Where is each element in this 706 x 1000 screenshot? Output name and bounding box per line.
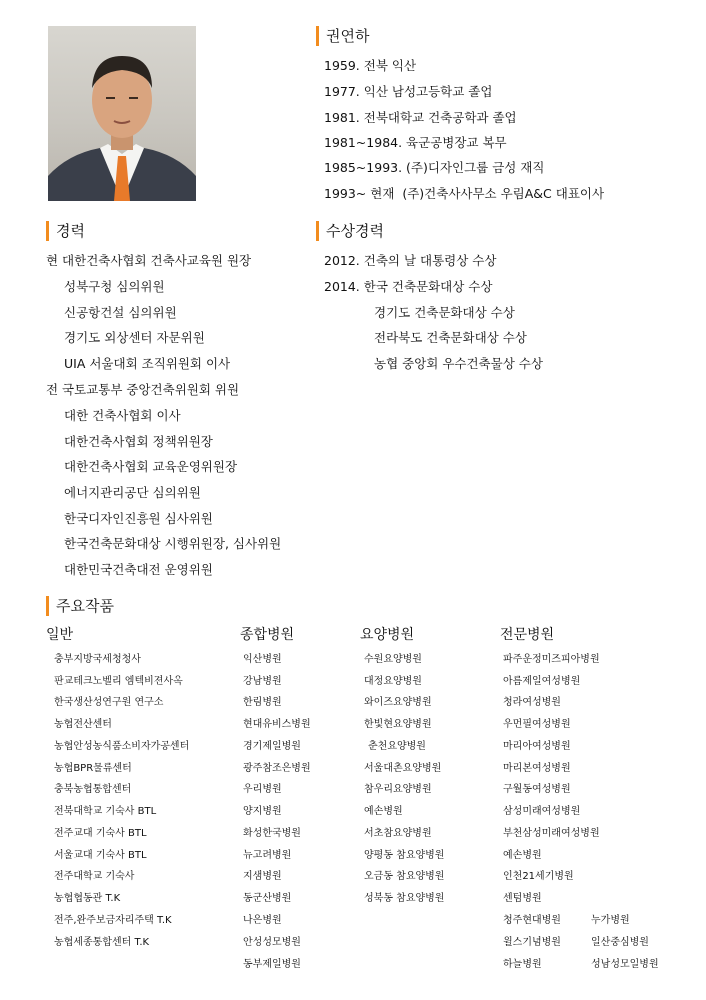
work-item: 농협BPR물류센터 (54, 763, 132, 774)
career-item: 한국디자인진흥원 심사위원 (64, 511, 213, 526)
works-heading-general-hospital: 종합병원 (240, 627, 295, 643)
work-item: 수원요양병원 (364, 654, 422, 665)
work-item: 참우리요양병원 (364, 784, 432, 795)
works-heading-general: 일반 (46, 627, 74, 643)
work-item: 광주참조은병원 (243, 763, 311, 774)
work-item: 성남성모일병원 (591, 959, 659, 970)
career-item: 대한건축사협회 교육운영위원장 (64, 459, 238, 474)
career-item: 신공항건설 심의위원 (64, 305, 177, 320)
work-item: 안성성모병원 (243, 937, 301, 948)
work-item: 현대유비스병원 (243, 719, 311, 730)
work-item: 삼성미래여성병원 (503, 806, 581, 817)
work-item: 마리아여성병원 (503, 741, 571, 752)
career-item: UIA 서울대회 조직위원회 이사 (64, 356, 231, 371)
works-heading-specialty-hospital: 전문병원 (500, 627, 555, 643)
work-item: 누가병원 (591, 915, 630, 926)
bio-item: 1993~ 현재 (주)건축사사무소 우림A&C 대표이사 (324, 186, 605, 201)
work-item: 농협협동관 T.K (54, 893, 121, 904)
work-item: 인천21세기병원 (503, 871, 574, 882)
work-item: 동군산병원 (243, 893, 292, 904)
award-item: 농협 중앙회 우수건축물상 수상 (374, 356, 543, 371)
bio-item: 1985~1993. (주)디자인그룹 금성 재직 (324, 160, 545, 175)
work-item: 충부지방국세청청사 (54, 654, 141, 665)
work-item: 예손병원 (503, 850, 542, 861)
career-item: 에너지관리공단 심의위원 (64, 485, 201, 500)
career-item: 대한건축사협회 정책위원장 (64, 434, 213, 449)
awards-title: 수상경력 (316, 221, 384, 241)
work-item: 농협전산센터 (54, 719, 112, 730)
career-item: 성북구청 심의위원 (64, 279, 165, 294)
work-item: 청라여성병원 (503, 697, 561, 708)
work-item: 일산중심병원 (591, 937, 649, 948)
work-item: 지샘병원 (243, 871, 282, 882)
work-item: 청주현대병원 (503, 915, 561, 926)
work-item: 대정요양병원 (364, 676, 422, 687)
work-item: 전주교대 기숙사 BTL (54, 828, 147, 839)
work-item: 마리본여성병원 (503, 763, 571, 774)
work-item: 우리병원 (243, 784, 282, 795)
work-item: 와이즈요양병원 (364, 697, 432, 708)
work-item: 전북대학교 기숙사 BTL (54, 806, 157, 817)
career-title: 경력 (46, 221, 85, 241)
works-heading-nursing-hospital: 요양병원 (360, 627, 415, 643)
work-item: 한국생산성연구원 연구소 (54, 697, 164, 708)
career-item: 대한민국건축대전 운영위원 (64, 562, 213, 577)
profile-photo (48, 26, 196, 201)
work-item: 부천삼성미래여성병원 (503, 828, 600, 839)
work-item: 뉴고려병원 (243, 850, 292, 861)
work-item: 양지병원 (243, 806, 282, 817)
work-item: 판교테크노벨리 엠텍비젼사옥 (54, 676, 183, 687)
work-item: 농협세종통합센터 T.K (54, 937, 150, 948)
work-item: 전주,완주보금자리주택 T.K (54, 915, 172, 926)
work-item: 구월동여성병원 (503, 784, 571, 795)
work-item: 우먼필여성병원 (503, 719, 571, 730)
work-item: 화성한국병원 (243, 828, 301, 839)
award-item: 2014. 한국 건축문화대상 수상 (324, 279, 493, 294)
work-item: 예손병원 (364, 806, 403, 817)
bio-item: 1977. 익산 남성고등학교 졸업 (324, 84, 493, 99)
work-item: 양평동 참요양병원 (364, 850, 445, 861)
work-item: 익산병원 (243, 654, 282, 665)
career-item: 경기도 외상센터 자문위원 (64, 330, 205, 345)
award-item: 2012. 건축의 날 대통령상 수상 (324, 253, 497, 268)
bio-item: 1981~1984. 육군공병장교 복무 (324, 135, 507, 150)
career-item: 한국건축문화대상 시행위원장, 심사위원 (64, 536, 282, 551)
work-item: 오금동 참요양병원 (364, 871, 445, 882)
work-item: 농협안성농식품소비자가공센터 (54, 741, 190, 752)
work-item: 성북동 참요양병원 (364, 893, 445, 904)
work-item: 아름제일여성병원 (503, 676, 581, 687)
work-item: 동부제일병원 (243, 959, 301, 970)
work-item: 경기제일병원 (243, 741, 301, 752)
career-item: 대한 건축사협회 이사 (64, 408, 181, 423)
work-item: 충북농협통합센터 (54, 784, 132, 795)
career-item: 현 대한건축사협회 건축사교육원 원장 (46, 253, 252, 268)
work-item: 센텀병원 (503, 893, 542, 904)
work-item: 하늘병원 (503, 959, 542, 970)
work-item: 나은병원 (243, 915, 282, 926)
works-title: 주요작품 (46, 596, 114, 616)
bio-item: 1981. 전북대학교 건축공학과 졸업 (324, 110, 517, 125)
bio-item: 1959. 전북 익산 (324, 58, 417, 73)
work-item: 강남병원 (243, 676, 282, 687)
award-item: 전라북도 건축문화대상 수상 (374, 330, 527, 345)
work-item: 전주대학교 기숙사 (54, 871, 135, 882)
award-item: 경기도 건축문화대상 수상 (374, 305, 515, 320)
work-item: 윌스기념병원 (503, 937, 561, 948)
work-item: 서울대촌요양병원 (364, 763, 442, 774)
career-item: 전 국토교통부 중앙건축위원회 위원 (46, 382, 240, 397)
work-item: 파주운정미즈피아병원 (503, 654, 600, 665)
work-item: 한빛현요양병원 (364, 719, 432, 730)
work-item: 서초참요양병원 (364, 828, 432, 839)
profile-name: 권연하 (316, 26, 369, 46)
work-item: 춘천요양병원 (368, 741, 426, 752)
portrait-illustration (48, 26, 196, 201)
work-item: 서울교대 기숙사 BTL (54, 850, 147, 861)
work-item: 한림병원 (243, 697, 282, 708)
